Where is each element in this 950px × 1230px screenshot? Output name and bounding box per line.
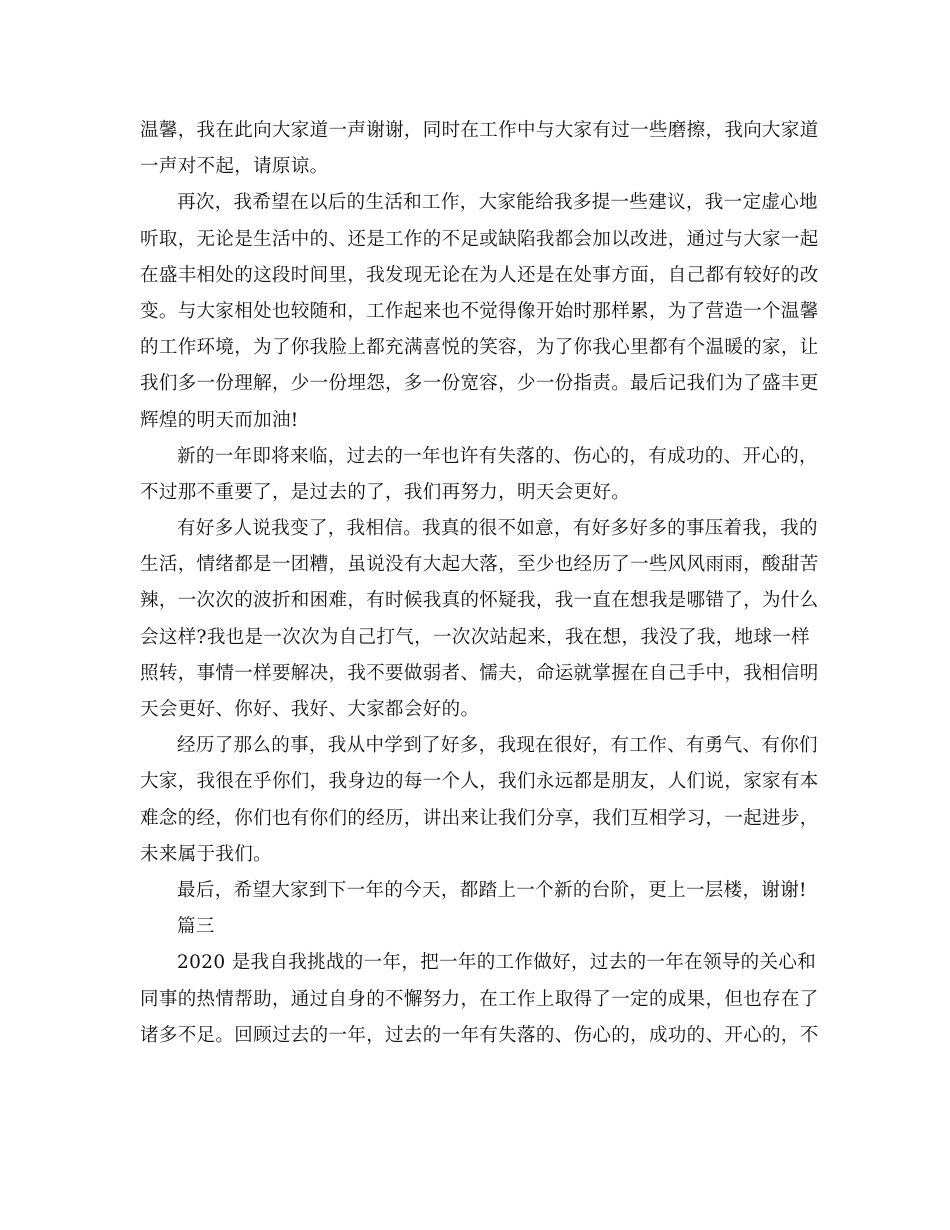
text-line: 难念的经，你们也有你们的经历，讲出来让我们分享，我们互相学习，一起进步， [140,807,819,829]
document-body [140,113,819,1054]
text-line: 一声对不起，请原谅。 [140,156,329,178]
text-line: 天会更好、你好、我好、大家都会好的。 [140,699,480,720]
text-line: 变。与大家相处也较随和，工作起来也不觉得像开始时那样累，为了营造一个温馨 [140,300,819,322]
text-line: 温馨，我在此向大家道一声谢谢，同时在工作中与大家有过一些磨擦，我向大家道 [140,120,819,141]
paragraph-start-line: 最后，希望大家到下一年的今天，都踏上一个新的台阶，更上一层楼，谢谢! [177,879,807,901]
text-line: 我们多一份理解，少一份埋怨，多一份宽容，少一份指责。最后记我们为了盛丰更 [140,373,819,395]
text-line: 生活，情绪都是一团糟，虽说没有大起大落，至少也经历了一些风风雨雨，酸甜苦 [140,554,819,576]
section-heading: 篇三 [177,916,215,938]
text-line: 同事的热情帮助，通过自身的不懈努力，在工作上取得了一定的成果，但也存在了 [140,988,819,1010]
text-line: 辣，一次次的波折和困难，有时候我真的怀疑我，我一直在想我是哪错了，为什么 [140,590,819,612]
text-line: 诸多不足。回顾过去的一年，过去的一年有失落的、伤心的，成功的、开心的，不 [140,1024,819,1046]
text-line: 不过那不重要了，是过去的了，我们再努力，明天会更好。 [140,481,631,503]
paragraph-start-line: 再次，我希望在以后的生活和工作，大家能给我多提一些建议，我一定虚心地 [177,192,818,214]
text-line: 会这样?我也是一次次为自己打气，一次次站起来，我在想，我没了我，地球一样 [140,626,811,648]
paragraph-start-line: 有好多人说我变了，我相信。我真的很不如意，有好多好多的事压着我，我的 [177,518,818,540]
paragraph-start-line: 2020 是我自我挑战的一年，把一年的工作做好，过去的一年在领导的关心和 [177,952,817,974]
paragraph-start-line: 新的一年即将来临，过去的一年也许有失落的、伤心的，有成功的、开心的， [177,445,818,467]
text-line: 未来属于我们。 [140,843,272,865]
paragraph-start-line: 经历了那么的事，我从中学到了好多，我现在很好，有工作、有勇气、有你们 [177,735,818,757]
text-line: 辉煌的明天而加油! [140,409,299,431]
text-line: 大家，我很在乎你们，我身边的每一个人，我们永远都是朋友，人们说，家家有本 [140,771,819,793]
text-line: 照转，事情一样要解决，我不要做弱者、懦夫，命运就掌握在自己手中，我相信明 [140,662,819,684]
text-line: 的工作环境，为了你我脸上都充满喜悦的笑容，为了你我心里都有个温暖的家，让 [140,337,819,359]
text-line: 听取，无论是生活中的、还是工作的不足或缺陷我都会加以改进，通过与大家一起 [140,228,819,250]
text-line: 在盛丰相处的这段时间里，我发现无论在为人还是在处事方面，自己都有较好的改 [140,264,819,286]
